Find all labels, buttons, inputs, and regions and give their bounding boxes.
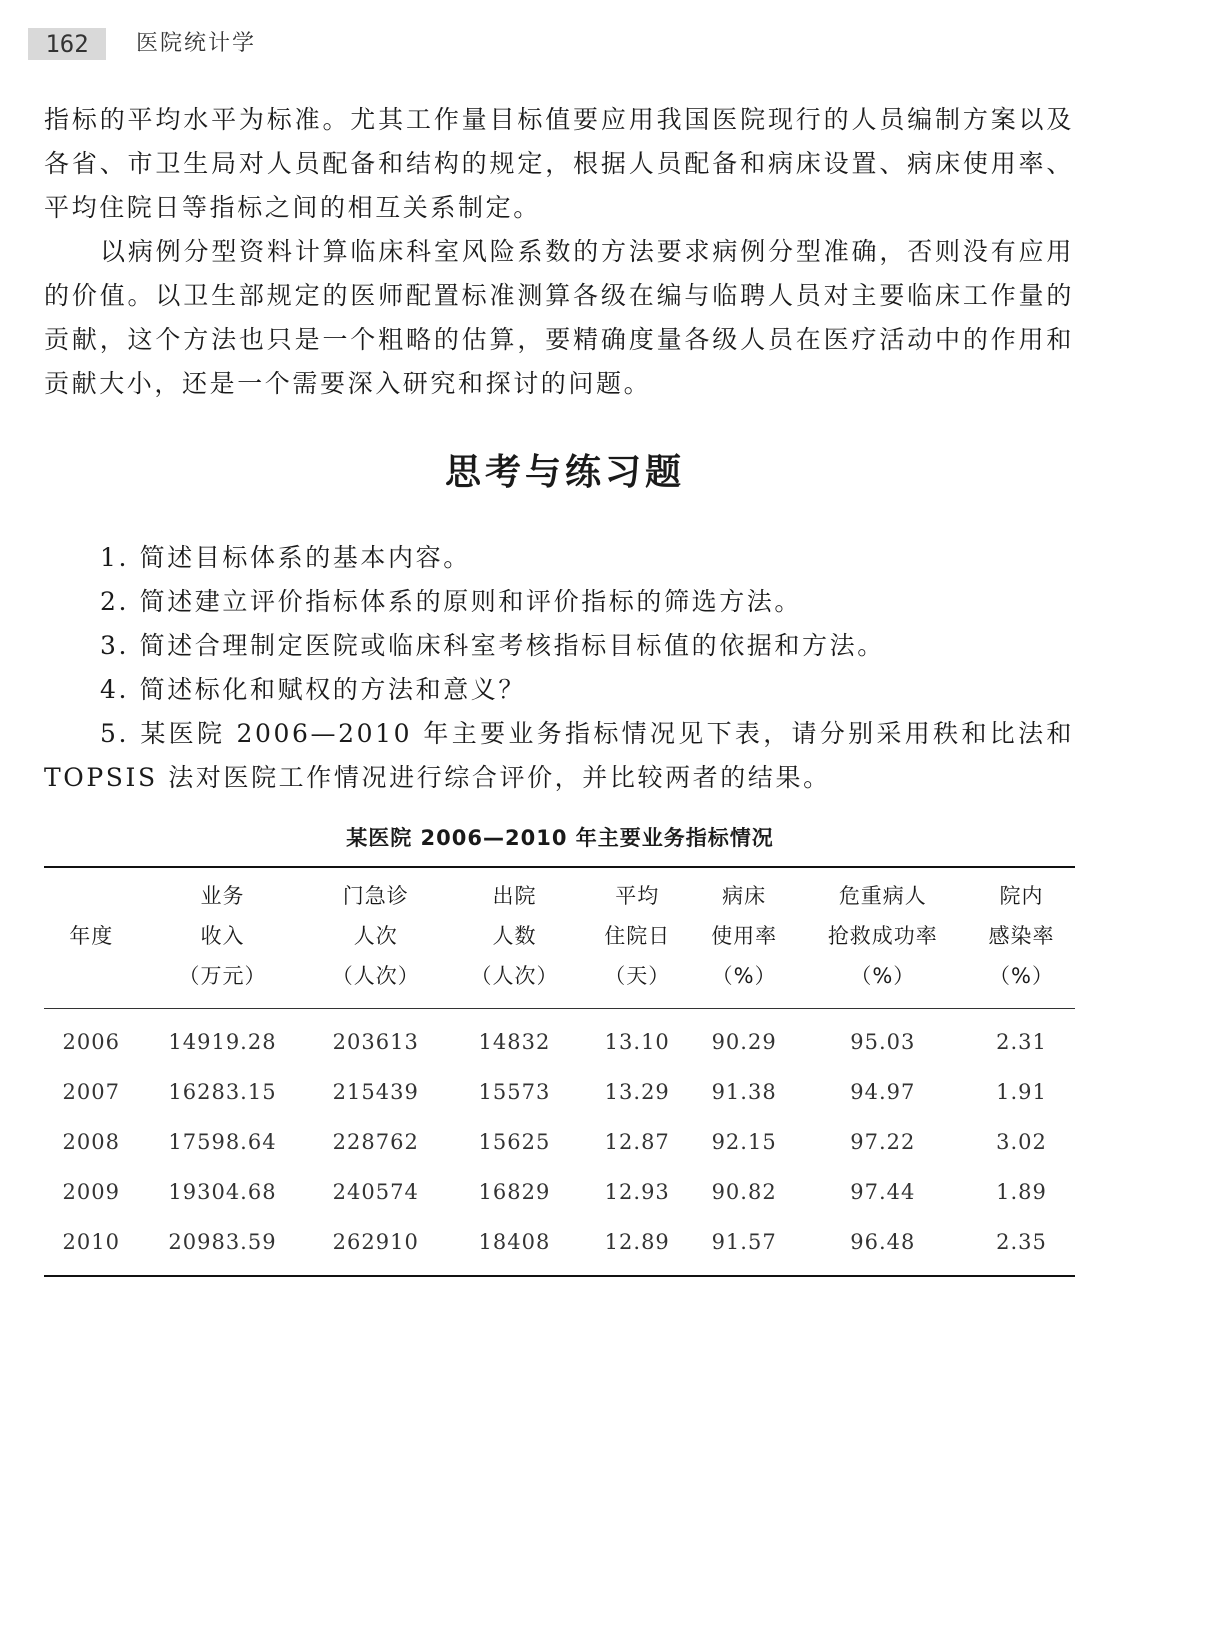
table-cell: 92.15 <box>711 1130 777 1154</box>
column-header-line: （%） <box>850 964 916 988</box>
table-cell: 16283.15 <box>168 1080 277 1104</box>
column-header <box>139 867 307 1009</box>
page-number: 162 <box>28 28 106 60</box>
table-cell: 91.38 <box>711 1080 777 1104</box>
question-item: 5. 某医院 2006—2010 年主要业务指标情况见下表，请分别采用秩和比法和 TOPSIS 法对医院工作情况进行综合评价，并比较两者的结果。 <box>44 719 1074 792</box>
column-header-line: 使用率 <box>711 924 778 948</box>
table-cell: 262910 <box>332 1230 419 1254</box>
table-cell: 13.29 <box>604 1080 670 1104</box>
paragraph: 指标的平均水平为标准。尤其工作量目标值要应用我国医院现行的人员编制方案以及各省、市卫生局对人员配备和结构的规定，根据人员配备和病床设置、病床使用率、平均住院日等指标之间的相互关系制定。 <box>44 105 1074 222</box>
table-cell: 14832 <box>478 1030 551 1054</box>
table-cell: 215439 <box>332 1080 419 1104</box>
column-header-line: 人数 <box>492 924 537 948</box>
table-cell: 15573 <box>478 1080 551 1104</box>
table-body <box>44 1009 1075 1277</box>
table-cell: 1.91 <box>996 1080 1047 1104</box>
table-cell: 12.93 <box>604 1180 670 1204</box>
column-header-line: 平均 <box>615 884 660 908</box>
table-cell: 97.22 <box>850 1130 916 1154</box>
table-row <box>44 1217 1075 1276</box>
column-header-line: 危重病人 <box>838 884 927 908</box>
column-header <box>798 867 968 1009</box>
table-cell: 2.31 <box>996 1030 1047 1054</box>
column-header-line: 出院 <box>492 884 537 908</box>
column-header <box>584 867 691 1009</box>
table-cell: 1.89 <box>996 1180 1047 1204</box>
table-cell: 12.87 <box>604 1130 670 1154</box>
table-cell: 17598.64 <box>168 1130 277 1154</box>
table-row <box>44 1117 1075 1167</box>
table-cell: 90.82 <box>711 1180 777 1204</box>
table-cell: 14919.28 <box>168 1030 277 1054</box>
column-header-line: 收入 <box>200 924 245 948</box>
table-cell: 90.29 <box>711 1030 777 1054</box>
column-header-line: 病床 <box>722 884 767 908</box>
table-cell: 12.89 <box>604 1230 670 1254</box>
table-row <box>44 1009 1075 1068</box>
table-cell: 15625 <box>478 1130 551 1154</box>
table-cell: 16829 <box>478 1180 551 1204</box>
table-cell: 95.03 <box>850 1030 916 1054</box>
column-header-line: （%） <box>711 964 777 988</box>
question-item: 1. 简述目标体系的基本内容。 <box>100 543 471 572</box>
table-cell: 19304.68 <box>168 1180 277 1204</box>
table-cell: 96.48 <box>850 1230 916 1254</box>
section-title: 思考与练习题 <box>444 452 685 493</box>
question-item: 2. 简述建立评价指标体系的原则和评价指标的筛选方法。 <box>100 587 803 616</box>
column-header <box>44 867 139 1009</box>
column-header <box>691 867 798 1009</box>
table-cell: 97.44 <box>850 1180 916 1204</box>
table-cell: 20983.59 <box>168 1230 277 1254</box>
table-cell: 2007 <box>62 1080 120 1104</box>
question-item: 3. 简述合理制定医院或临床科室考核指标目标值的依据和方法。 <box>100 631 885 660</box>
table-header <box>44 867 1075 1009</box>
column-header-line: 院内 <box>999 884 1044 908</box>
table-cell: 91.57 <box>711 1230 777 1254</box>
table-cell: 2008 <box>62 1130 120 1154</box>
table-cell: 228762 <box>332 1130 419 1154</box>
paragraph: 以病例分型资料计算临床科室风险系数的方法要求病例分型准确，否则没有应用的价值。以卫生部规定的医师配置标准测算各级在编与临聘人员对主要临床工作量的贡献，这个方法也只是一个粗略的估算，要精确度量各级人员在医疗活动中的作用和贡献大小，还是一个需要深入研究和探讨的问题。 <box>44 237 1074 398</box>
table-row <box>44 1167 1075 1217</box>
table-cell: 240574 <box>332 1180 419 1204</box>
column-header-line: （天） <box>604 964 671 988</box>
question-item: 4. 简述标化和赋权的方法和意义？ <box>100 675 527 704</box>
table-cell: 13.10 <box>604 1030 670 1054</box>
table-cell: 2.35 <box>996 1230 1047 1254</box>
column-header <box>968 867 1075 1009</box>
table-row <box>44 1067 1075 1117</box>
column-header-line: 门急诊 <box>342 884 409 908</box>
question-list <box>44 536 1074 800</box>
body-text <box>44 98 1074 406</box>
header-row <box>44 867 1075 1009</box>
table-cell: 2009 <box>62 1180 120 1204</box>
column-header-line: 年度 <box>69 924 114 948</box>
column-header-line: （人次） <box>331 964 420 988</box>
column-header-line: 感染率 <box>988 924 1055 948</box>
table-cell: 3.02 <box>996 1130 1047 1154</box>
table-caption: 某医院 2006—2010 年主要业务指标情况 <box>346 826 774 850</box>
table-cell: 2010 <box>62 1230 120 1254</box>
page-header <box>28 22 1078 60</box>
column-header-line: （%） <box>989 964 1054 988</box>
table-cell: 203613 <box>332 1030 419 1054</box>
table-cell: 18408 <box>478 1230 551 1254</box>
book-title: 医院统计学 <box>136 31 257 56</box>
column-header-line: 住院日 <box>604 924 671 948</box>
column-header <box>445 867 584 1009</box>
table-cell: 94.97 <box>850 1080 916 1104</box>
column-header <box>306 867 445 1009</box>
column-header-line: （万元） <box>178 964 267 988</box>
table-cell: 2006 <box>62 1030 120 1054</box>
column-header-line: 人次 <box>353 924 398 948</box>
indicator-table <box>44 866 1075 1277</box>
column-header-line: 业务 <box>200 884 245 908</box>
column-header-line: （人次） <box>470 964 559 988</box>
column-header-line: 抢救成功率 <box>827 924 938 948</box>
